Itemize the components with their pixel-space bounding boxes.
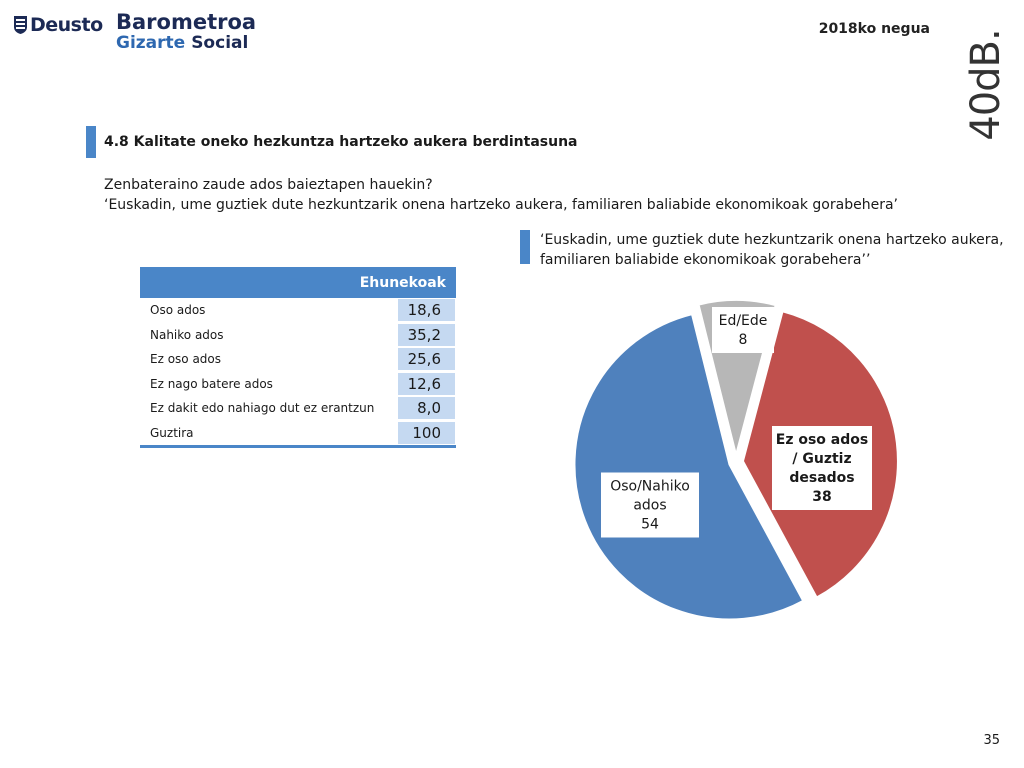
barometroa-wordmark: Barometroa: [116, 10, 257, 34]
40db-logo: 40dB.: [963, 29, 1009, 141]
table-header: Ehunekoak: [140, 267, 456, 298]
table-row: [140, 372, 456, 397]
question-line-1: Zenbateraino zaude ados baieztapen hauekin?: [104, 177, 433, 193]
chart-caption-marker: [520, 230, 530, 264]
page-number: 35: [983, 733, 1000, 748]
row-value: 8,0: [398, 397, 455, 419]
deusto-wordmark: Deusto: [30, 14, 103, 36]
table-row: [140, 421, 456, 446]
season-label: 2018ko negua: [818, 21, 930, 37]
percentages-table: [140, 267, 456, 448]
gizarte-word: Gizarte: [116, 33, 186, 53]
pie-chart: [560, 290, 920, 630]
chart-caption: ‘Euskadin, ume guztiek dute hezkuntzarik onena hartzeko aukera, familiaren baliabide ekonomikoak gorabehera’’: [540, 232, 1004, 268]
table-bottom-rule: [140, 445, 456, 448]
row-value: 100: [398, 422, 455, 444]
gizarte-social-wordmark: [116, 35, 256, 52]
table-row: [140, 347, 456, 372]
row-value: 12,6: [398, 373, 455, 395]
row-value: 25,6: [398, 348, 455, 370]
section-title: 4.8 Kalitate oneko hezkuntza hartzeko aukera berdintasuna: [104, 134, 578, 150]
row-label: Ez dakit edo nahiago dut ez erantzun: [150, 401, 375, 416]
row-label: Ez nago batere ados: [150, 376, 273, 391]
barometroa-logo: [116, 12, 256, 52]
row-label: Guztira: [150, 425, 194, 440]
question-text: [104, 175, 904, 215]
row-label: Ez oso ados: [150, 352, 222, 367]
section-marker: [86, 126, 96, 158]
deusto-logo: [14, 14, 103, 36]
row-label: Oso ados: [150, 303, 206, 318]
table-row: [140, 396, 456, 421]
pie-data-label: Ed/Ede 8: [718, 313, 768, 348]
pie-data-label: Oso/Nahiko ados 54: [610, 478, 690, 533]
table-row: [140, 323, 456, 348]
row-value: 35,2: [398, 324, 455, 346]
social-word: Social: [191, 33, 249, 53]
question-line-2: ‘Euskadin, ume guztiek dute hezkuntzarik onena hartzeko aukera, familiaren baliabide ekonomikoak gorabehera’: [104, 197, 898, 213]
table-row: [140, 298, 456, 323]
row-label: Nahiko ados: [150, 327, 224, 342]
pie-data-label: Ez oso ados / Guztiz desados 38: [775, 432, 869, 505]
deusto-shield-icon: [14, 16, 27, 34]
row-value: 18,6: [398, 299, 455, 321]
